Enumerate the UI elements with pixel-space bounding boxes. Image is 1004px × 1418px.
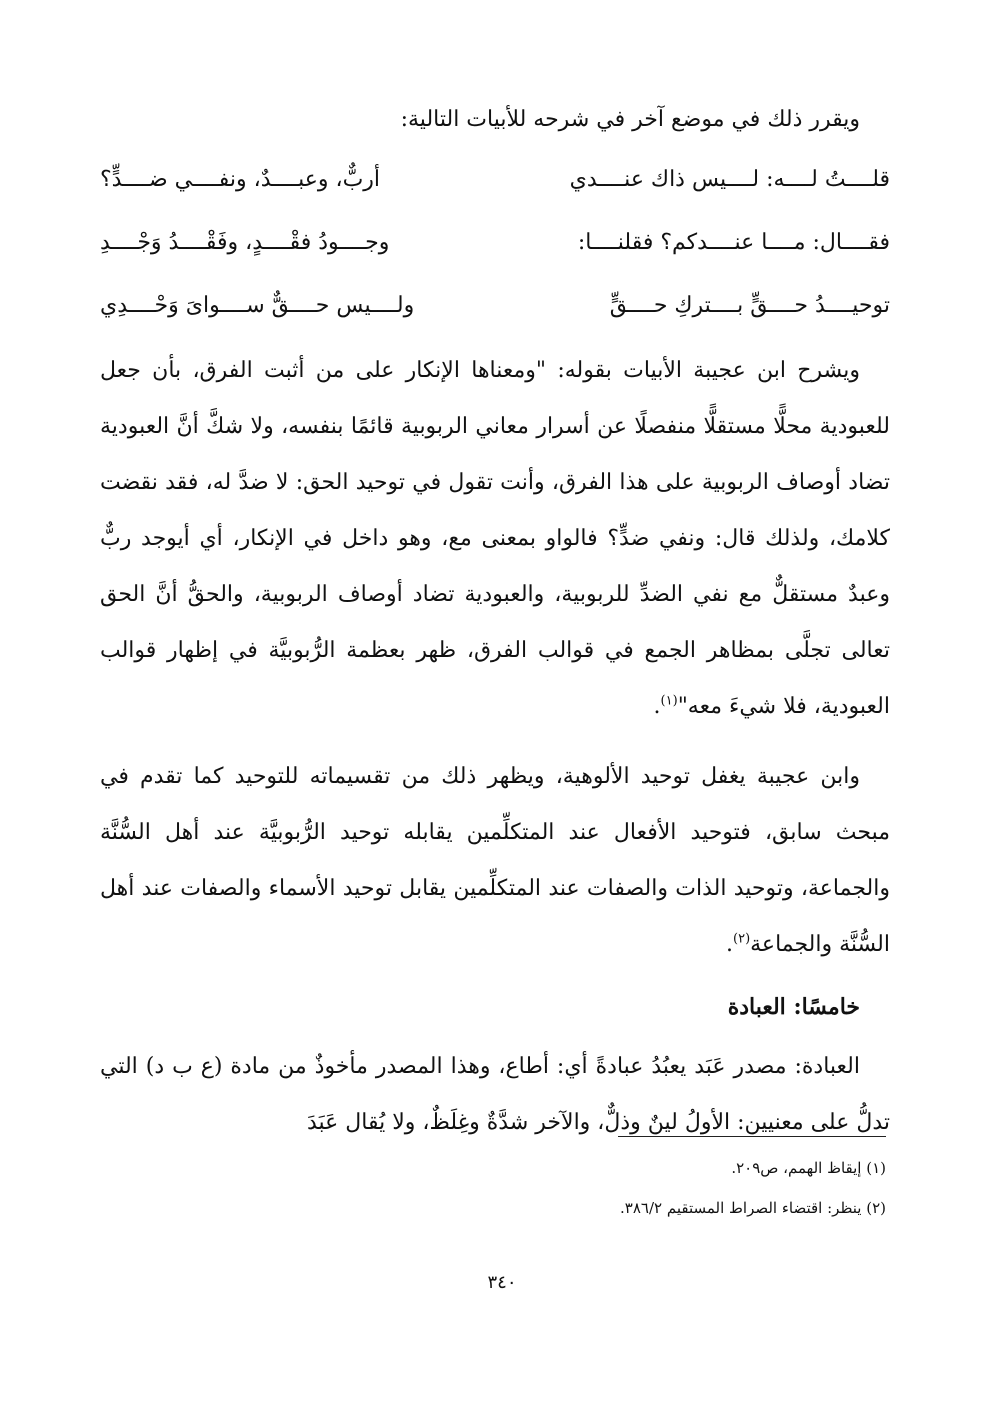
paragraph-uluhiyya bbox=[100, 749, 890, 973]
footnote-2: (٢) ينظر: اقتضاء الصراط المستقيم ٣٨٦/٢. bbox=[620, 1199, 886, 1217]
section-heading: خامسًا: العبادة bbox=[727, 994, 860, 1020]
verse-1-first-hemistich: قلــــتُ لــــه: لــــيس ذاك عنــــدي bbox=[569, 167, 890, 192]
paragraph-commentary-end: . bbox=[653, 694, 661, 719]
footnote-ref-1[interactable]: (١) bbox=[660, 693, 678, 709]
verse-1-second-hemistich: أربٌّ، وعبــــدٌ، ونفــــي ضــــدٍّ؟ bbox=[100, 167, 381, 192]
intro-line: ويقرر ذلك في موضع آخر في شرحه للأبيات التالية: bbox=[400, 107, 860, 132]
footnotes bbox=[386, 1148, 886, 1228]
footnote-ref-2[interactable]: (٢) bbox=[733, 931, 751, 947]
verse-line-3 bbox=[100, 274, 890, 337]
verse-3-second-hemistich: ولــــيس حــــقٌّ ســــواىَ وَحْــــدِي bbox=[100, 293, 415, 318]
verse-line-2 bbox=[100, 211, 890, 274]
paragraph-commentary-text: ويشرح ابن عجيبة الأبيات بقوله: "ومعناها الإنكار على من أثبت الفرق، بأن جعل للعبودية محلًّا مستقلًّا منفصلًا عن أسرار معاني الربوبية قائمًا بنفسه، ولا شكَّ أنَّ العبودية تضاد أوصاف الربوبية على هذا الفرق، وأنت تقول في توحيد الحق: لا ضدَّ له، فقد نقضت كلامك، ولذلك قال: ونفي ضدٍّ؟ فالواو بمعنى مع، وهو داخل في الإنكار، أي أيوجد ربٌّ وعبدٌ مستقلٌّ مع نفي الضدِّ للربوبية، والعبودية تضاد أوصاف الربوبية، والحقُّ أنَّ الحق تعالى تجلَّى بمظاهر الجمع في قوالب الفرق، ظهر بعظمة الرُّبوبيَّة في إظهار قوالب العبودية، فلا شيءَ معه" bbox=[100, 358, 890, 719]
footnote-divider bbox=[618, 1136, 886, 1137]
paragraph-ibada-definition: العبادة: مصدر عَبَد يعبُدُ عبادةً أي: أطاع، وهذا المصدر مأخوذٌ من مادة (ع ب د) التي تدلُّ على معنيين: الأولُ لينٌ وذلٌّ، والآخر شدَّةٌ وغِلَظٌ، ولا يُقال عَبَدَ bbox=[100, 1054, 890, 1135]
verse-line-1 bbox=[100, 148, 890, 211]
paragraph-uluhiyya-end: . bbox=[726, 932, 733, 957]
verse-3-first-hemistich: توحيــــدُ حــــقٍّ بــــتركِ حــــقٍّ bbox=[609, 293, 890, 318]
page-number: ٣٤٠ bbox=[487, 1272, 517, 1293]
page-body bbox=[100, 92, 890, 1151]
paragraph-commentary bbox=[100, 343, 890, 735]
footnote-1: (١) إيقاظ الهمم، ص٢٠٩. bbox=[731, 1159, 886, 1177]
verse-2-second-hemistich: وجــــودُ فقْــــدٍ، وفَقْــــدُ وَجْــــدِ bbox=[100, 230, 390, 255]
paragraph-uluhiyya-text: وابن عجيبة يغفل توحيد الألوهية، ويظهر ذلك من تقسيماته للتوحيد كما تقدم في مبحث سابق، فتوحيد الأفعال عند المتكلِّمين يقابله توحيد الرُّبوبيَّة عند أهل السُّنَّة والجماعة، وتوحيد الذات والصفات عند المتكلِّمين يقابل توحيد الأسماء والصفات عند أهل السُّنَّة والجماعة bbox=[100, 764, 890, 957]
verse-2-first-hemistich: فقــــال: مــــا عنــــدكم؟ فقلنــــا: bbox=[577, 230, 890, 255]
